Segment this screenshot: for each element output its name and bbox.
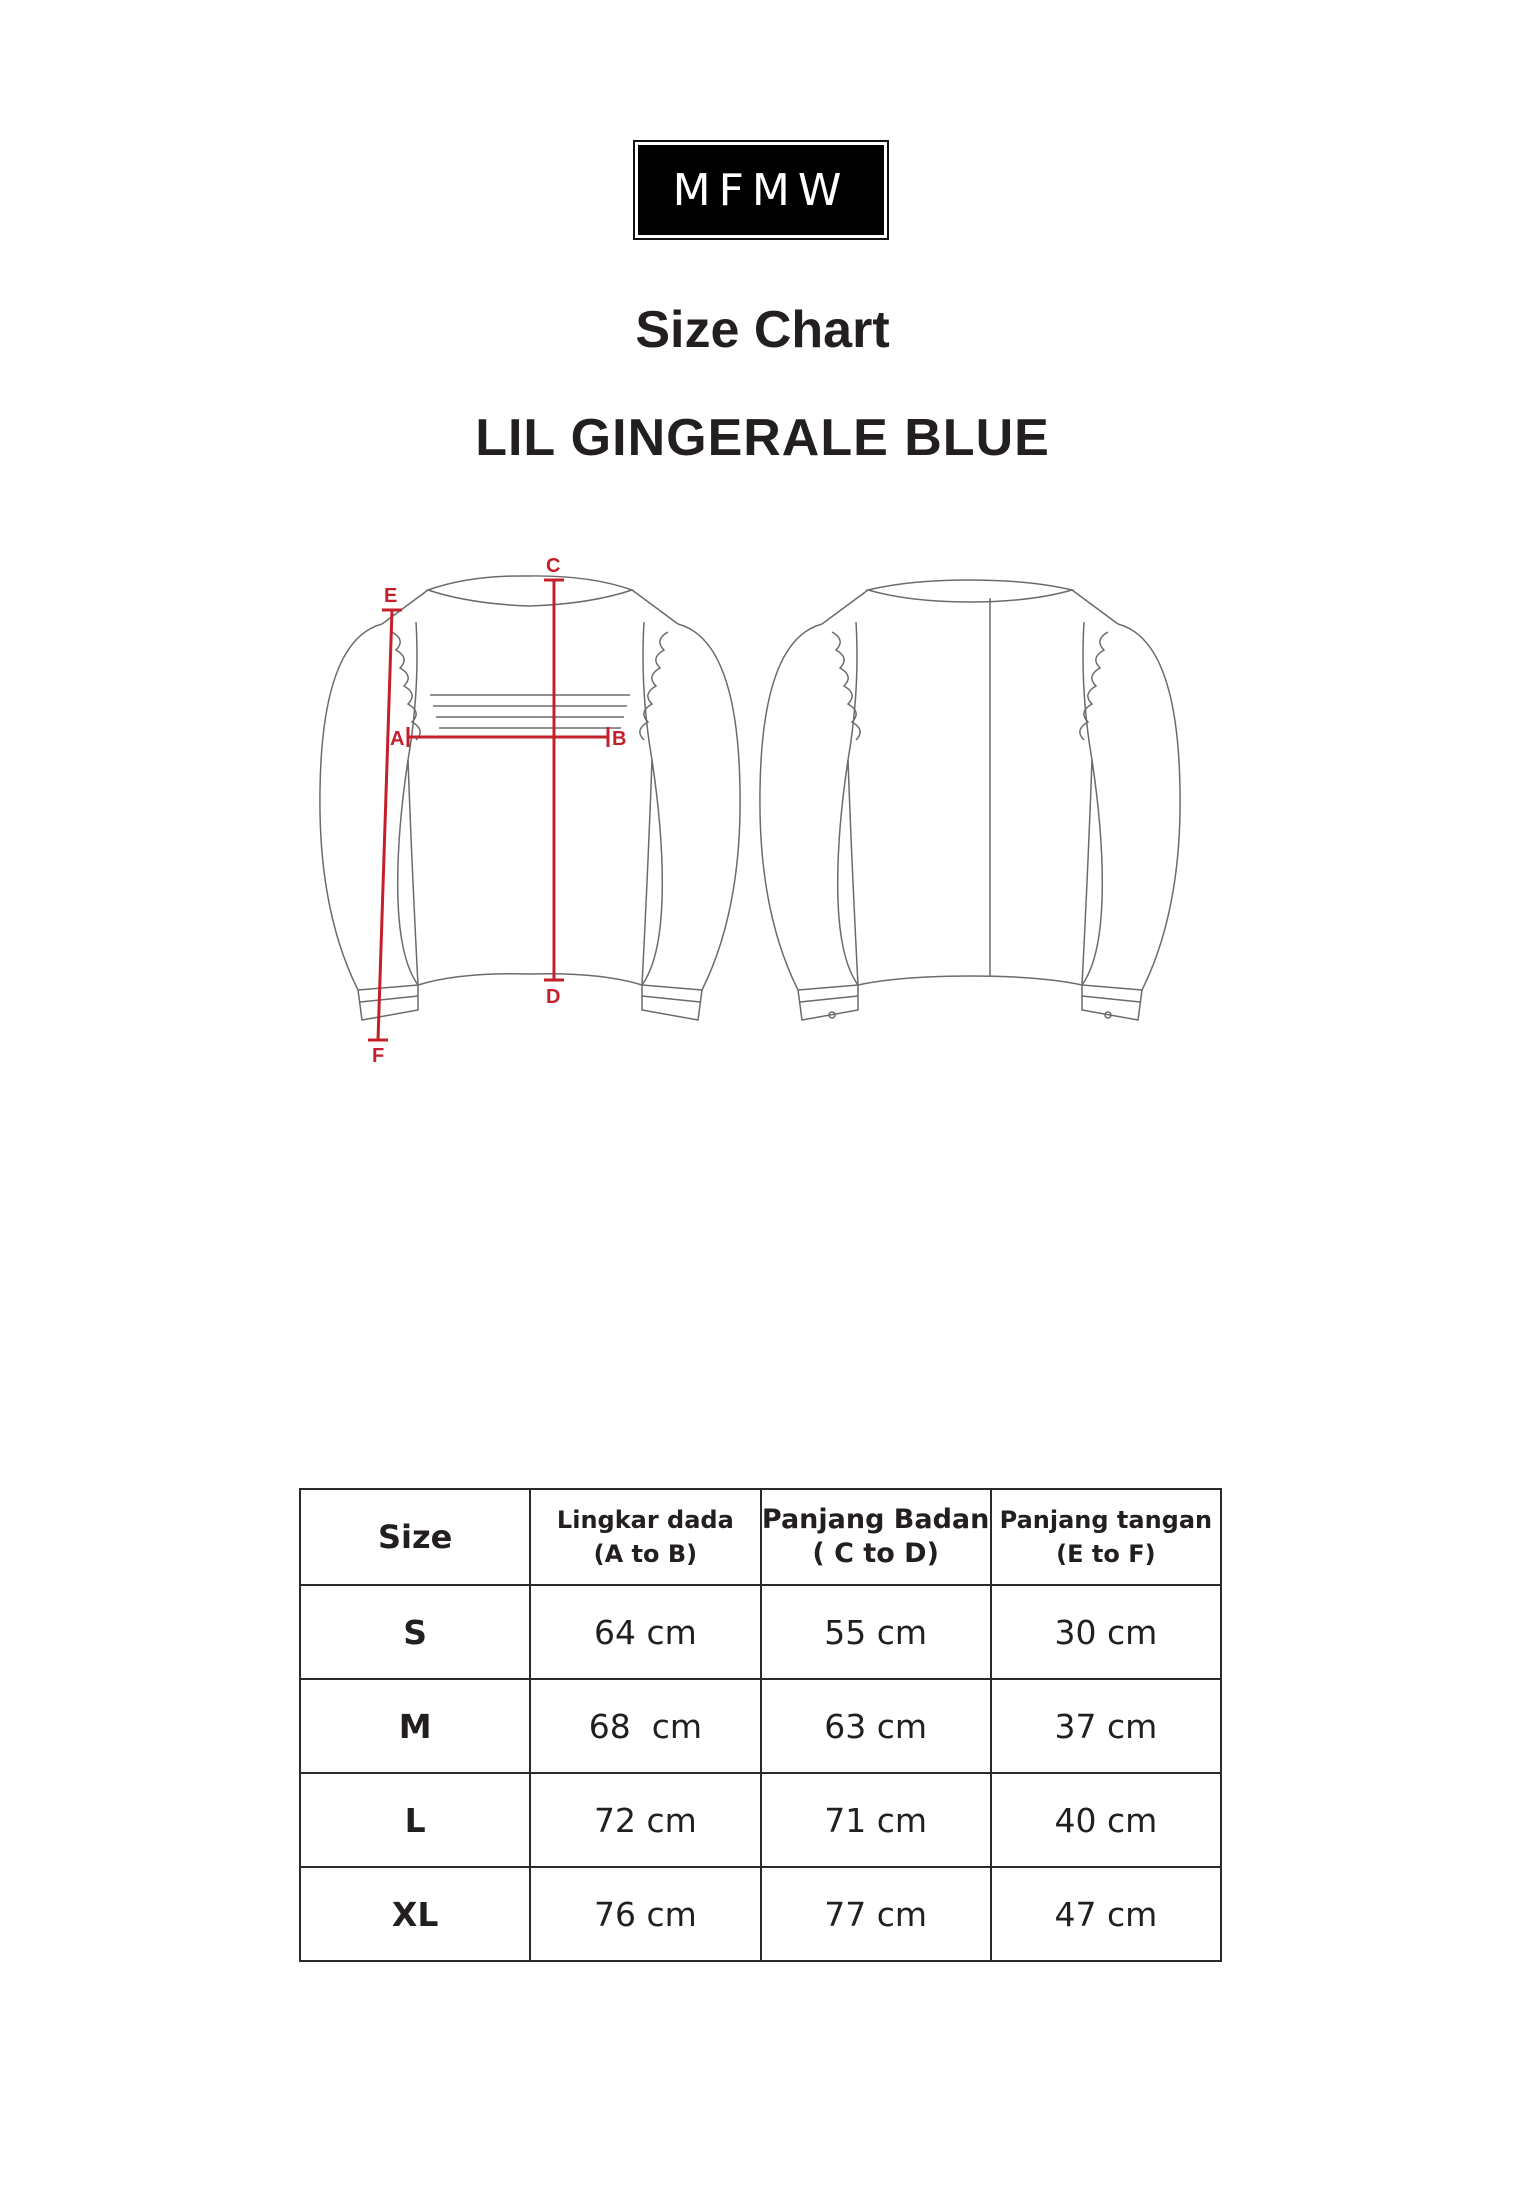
size-cell: L: [300, 1773, 530, 1867]
body-length-cell: 63 cm: [761, 1679, 991, 1773]
front-left-side: [408, 760, 418, 985]
table-row: [300, 1773, 1221, 1867]
back-right-shoulder: [1072, 590, 1118, 624]
size-table: [299, 1488, 1222, 1962]
header-size: Size: [300, 1489, 530, 1585]
front-left-sleeve: [320, 624, 418, 1020]
body-length-cell: 77 cm: [761, 1867, 991, 1961]
size-cell: XL: [300, 1867, 530, 1961]
back-left-shoulder: [822, 590, 868, 624]
back-view-drawing: [760, 580, 1180, 1020]
chest-cell: 64 cm: [530, 1585, 760, 1679]
measurement-lines: [368, 580, 608, 1040]
sleeve-length-cell: 40 cm: [991, 1773, 1221, 1867]
label-f: F: [372, 1045, 385, 1067]
back-hem: [858, 976, 1082, 985]
back-right-sleeve: [1082, 624, 1180, 1020]
size-cell: M: [300, 1679, 530, 1773]
label-d: D: [546, 986, 561, 1008]
table-row: [300, 1585, 1221, 1679]
header-body-length: Panjang Badan ( C to D): [761, 1489, 991, 1585]
back-right-cuff: [1082, 985, 1142, 1002]
size-cell: S: [300, 1585, 530, 1679]
label-a: A: [390, 728, 405, 750]
front-right-shoulder: [632, 590, 678, 624]
body-length-cell: 71 cm: [761, 1773, 991, 1867]
body-length-cell: 55 cm: [761, 1585, 991, 1679]
label-b: B: [612, 728, 627, 750]
sleeve-length-cell: 47 cm: [991, 1867, 1221, 1961]
brand-logo: [633, 140, 889, 240]
back-left-cuff: [798, 985, 858, 1002]
back-collar: [868, 580, 1072, 602]
front-collar: [428, 576, 632, 606]
front-left-cuff: [358, 985, 418, 1002]
chest-cell: 72 cm: [530, 1773, 760, 1867]
back-right-side: [1082, 760, 1092, 985]
table-row: [300, 1679, 1221, 1773]
chest-cell: 76 cm: [530, 1867, 760, 1961]
table-header-row: [300, 1489, 1221, 1585]
sleeve-length-cell: 30 cm: [991, 1585, 1221, 1679]
front-right-sleeve: [642, 624, 740, 1020]
page-title: Size Chart: [635, 301, 890, 359]
front-view-drawing: [320, 576, 740, 1020]
front-right-cuff: [642, 985, 702, 1002]
header-chest: Lingkar dada (A to B): [530, 1489, 760, 1585]
label-e: E: [384, 585, 398, 607]
label-c: C: [546, 555, 561, 577]
table-row: [300, 1867, 1221, 1961]
garment-diagram: [300, 540, 1200, 1080]
sleeve-length-cell: 37 cm: [991, 1679, 1221, 1773]
front-right-side: [642, 760, 652, 985]
front-hem: [418, 974, 642, 985]
header-sleeve-length: Panjang tangan (E to F): [991, 1489, 1221, 1585]
back-left-sleeve: [760, 624, 858, 1020]
product-title: LIL GINGERALE BLUE: [475, 409, 1050, 467]
brand-logo-text: MFMW: [638, 145, 884, 235]
chest-cell: 68 cm: [530, 1679, 760, 1773]
sleeve-length-line: [378, 610, 392, 1040]
back-left-side: [848, 760, 858, 985]
